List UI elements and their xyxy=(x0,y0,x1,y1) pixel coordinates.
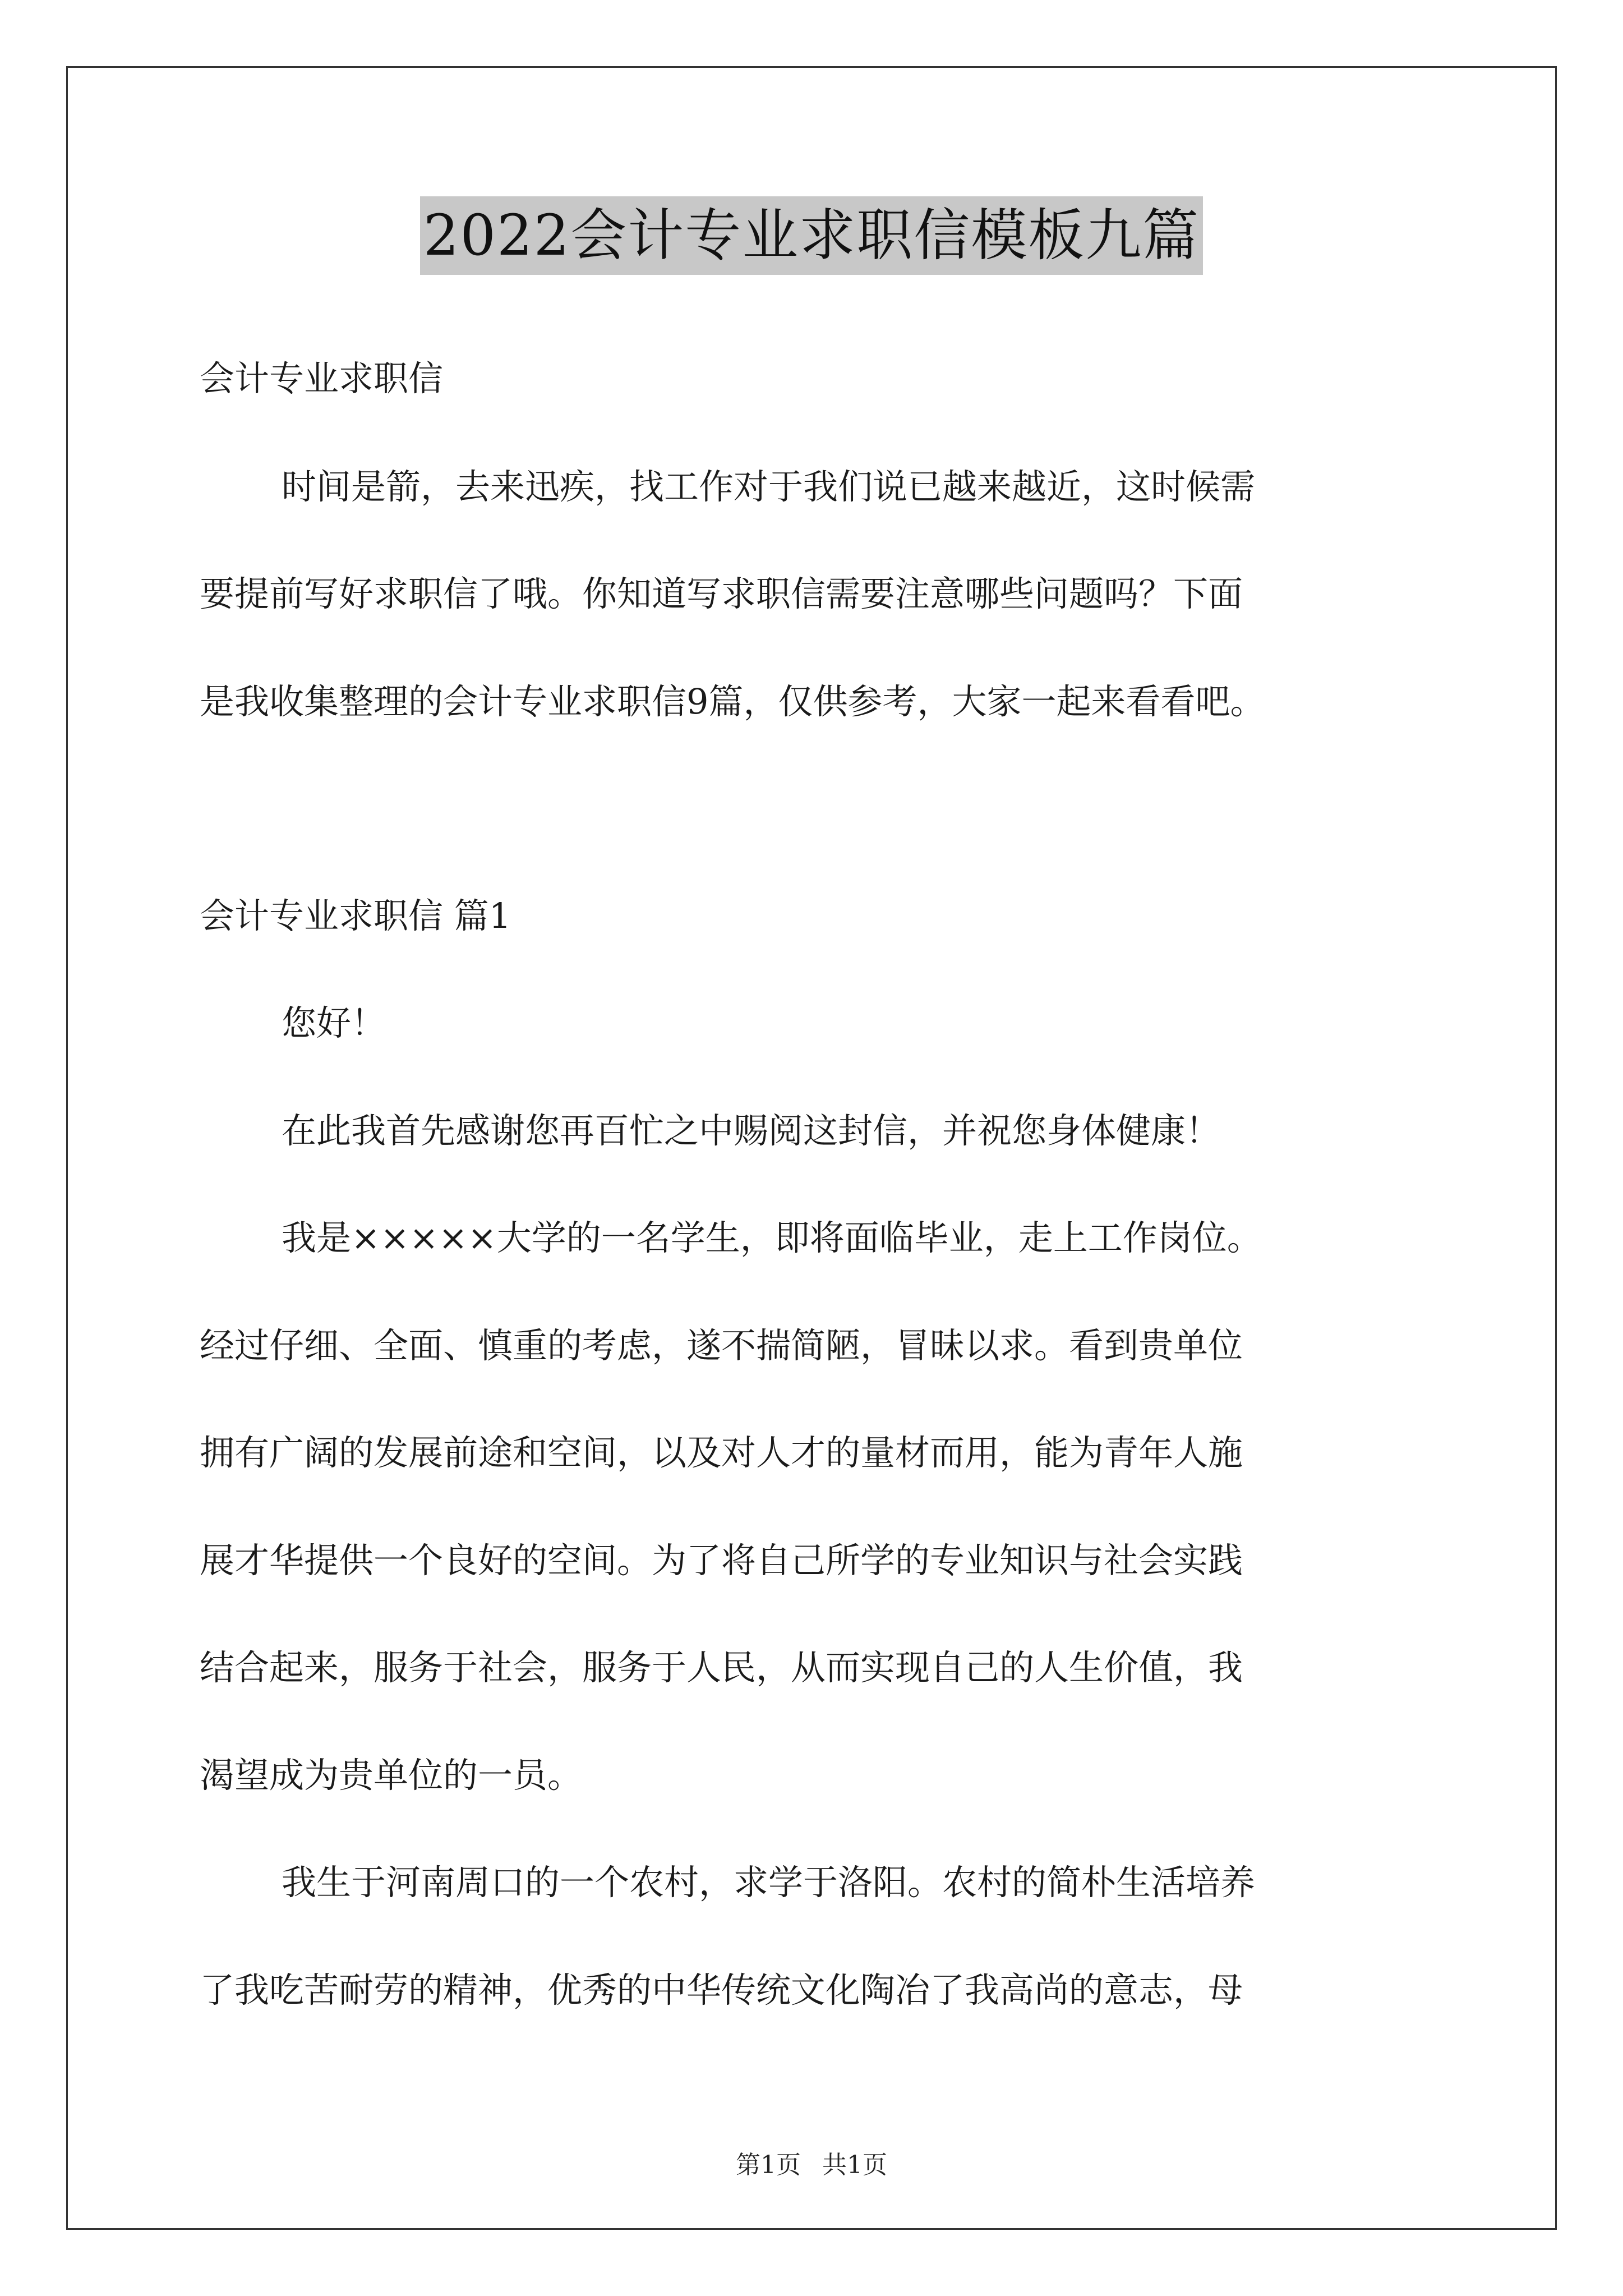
body-line: 是我收集整理的会计专业求职信9篇，仅供参考，大家一起来看看吧。 xyxy=(200,681,1265,722)
body-line: 经过仔细、全面、慎重的考虑，遂不揣简陋，冒昧以求。看到贵单位 xyxy=(200,1325,1243,1366)
salutation: 您好！ xyxy=(282,1002,386,1043)
body-line: 了我吃苦耐劳的精神，优秀的中华传统文化陶冶了我高尚的意志，母 xyxy=(200,1970,1243,2010)
body-line: 渴望成为贵单位的一员。 xyxy=(200,1755,583,1796)
title-container xyxy=(0,196,1623,275)
page-number: 第1页 xyxy=(736,2151,801,2179)
body-line: 结合起来，服务于社会，服务于人民，从而实现自己的人生价值，我 xyxy=(200,1647,1243,1688)
body-line: 拥有广阔的发展前途和空间，以及对人才的量材而用，能为青年人施 xyxy=(200,1432,1243,1473)
body-line: 时间是箭，去来迅疾，找工作对于我们说已越来越近，这时候需 xyxy=(282,466,1256,507)
body-line: 展才华提供一个良好的空间。为了将自己所学的专业知识与社会实践 xyxy=(200,1540,1243,1581)
section-heading: 会计专业求职信 xyxy=(200,358,444,399)
body-line: 在此我首先感谢您再百忙之中赐阅这封信，并祝您身体健康！ xyxy=(282,1110,1221,1151)
body-line: 我生于河南周口的一个农村，求学于洛阳。农村的简朴生活培养 xyxy=(282,1862,1256,1903)
document-title: 2022会计专业求职信模板九篇 xyxy=(420,196,1204,275)
section-heading: 会计专业求职信 篇1 xyxy=(200,895,511,936)
page-total: 共1页 xyxy=(822,2151,887,2179)
body-line: 要提前写好求职信了哦。你知道写求职信需要注意哪些问题吗？下面 xyxy=(200,573,1243,614)
page-footer xyxy=(0,2148,1623,2182)
body-line: 我是×××××大学的一名学生，即将面临毕业，走上工作岗位。 xyxy=(282,1217,1262,1258)
